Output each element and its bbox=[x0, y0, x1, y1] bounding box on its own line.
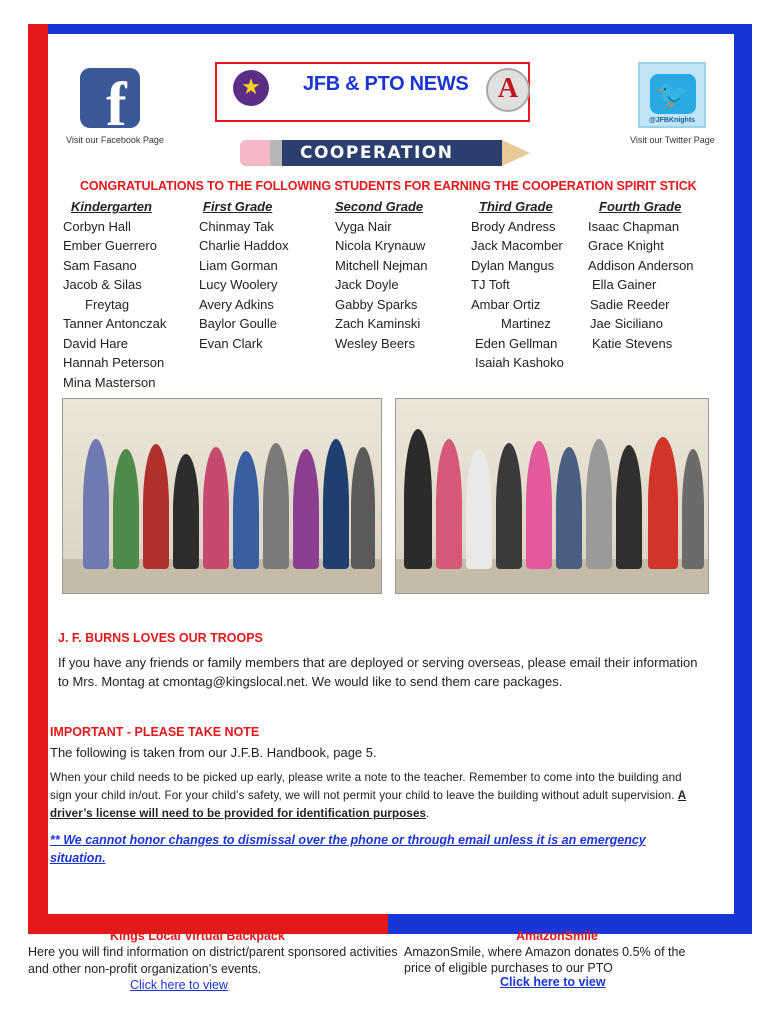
troops-heading: J. F. BURNS LOVES OUR TROOPS bbox=[58, 631, 263, 645]
student-name: Lucy Woolery bbox=[199, 277, 278, 292]
facebook-caption[interactable]: Visit our Facebook Page bbox=[66, 135, 164, 145]
student-name: Sam Fasano bbox=[63, 257, 137, 273]
student-name: Mina Masterson bbox=[63, 374, 156, 390]
student-name: TJ Toft bbox=[471, 277, 510, 292]
student-name: Jack Macomber bbox=[471, 238, 563, 253]
student-name: Avery Adkins bbox=[199, 296, 274, 312]
student-name: Mitchell Nejman bbox=[335, 257, 428, 273]
page-title: JFB & PTO NEWS bbox=[303, 73, 469, 95]
important-body bbox=[50, 769, 690, 823]
backpack-heading: Kings Local Virtual Backpack bbox=[110, 929, 285, 943]
student-name: Grace Knight bbox=[588, 238, 664, 253]
grade-column-second bbox=[335, 197, 427, 353]
student-name: Vyga Nair bbox=[335, 218, 392, 234]
facebook-icon[interactable]: f bbox=[80, 68, 140, 128]
student-name: Tanner Antonczak bbox=[63, 316, 167, 331]
important-body-end: . bbox=[426, 807, 430, 820]
student-name: Liam Gorman bbox=[199, 257, 278, 273]
important-body-text: When your child needs to be picked up early, please write a note to the teacher. Remember to come into the building and sign your child in/out. For your child’s safety, we will not permit your child to leave the building without adult supervision. bbox=[50, 771, 682, 802]
grade-column-third bbox=[471, 197, 564, 373]
grade-heading: Second Grade bbox=[335, 199, 424, 214]
amazon-link[interactable]: Click here to view bbox=[500, 975, 606, 989]
student-name: Gabby Sparks bbox=[335, 296, 418, 312]
student-name: Jacob & Silas bbox=[63, 277, 142, 292]
grade-heading: Fourth Grade bbox=[599, 199, 682, 214]
frame-blue-top-bar bbox=[48, 24, 738, 34]
backpack-link[interactable]: Click here to view bbox=[130, 978, 228, 992]
amazon-heading: AmazonSmile bbox=[516, 929, 598, 943]
student-name: Zach Kaminski bbox=[335, 316, 421, 331]
student-name: Sadie Reeder bbox=[590, 296, 670, 312]
student-name: Ella Gainer bbox=[592, 277, 657, 292]
frame-blue-right-bar bbox=[734, 24, 752, 934]
twitter-bird-icon: 🐦 bbox=[650, 74, 696, 114]
student-name: Katie Stevens bbox=[592, 335, 673, 351]
student-name: Ember Guerrero bbox=[63, 238, 157, 253]
frame-red-bar bbox=[28, 24, 48, 934]
twitter-handle: @JFBKnights bbox=[648, 117, 696, 124]
student-name: Dylan Mangus bbox=[471, 257, 555, 273]
student-name: David Hare bbox=[63, 335, 129, 351]
student-name: Hannah Peterson bbox=[63, 355, 165, 370]
award-badge-icon: A bbox=[486, 68, 530, 112]
twitter-icon[interactable] bbox=[638, 62, 706, 128]
grade-column-kindergarten bbox=[63, 197, 166, 392]
grade-heading: First Grade bbox=[203, 199, 273, 214]
student-name: Corbyn Hall bbox=[63, 218, 131, 234]
student-name: Jack Doyle bbox=[335, 277, 399, 292]
student-name: Jae Siciliano bbox=[590, 316, 663, 331]
student-name: Charlie Haddox bbox=[199, 238, 289, 253]
student-name: Baylor Goulle bbox=[199, 316, 278, 331]
grade-heading: Kindergarten bbox=[71, 199, 152, 214]
class-photo-left bbox=[62, 398, 382, 594]
student-name: Freytag bbox=[85, 296, 130, 312]
important-body-bold: A driver’s license will need to be provided for identification purposes bbox=[50, 789, 687, 820]
student-name: Eden Gellman bbox=[475, 335, 558, 351]
star-logo-icon: ★ bbox=[233, 70, 269, 106]
student-name: Ambar Ortiz bbox=[471, 296, 541, 312]
pencil-banner-word: COOPERATION bbox=[300, 143, 454, 163]
grade-column-first bbox=[199, 197, 289, 353]
student-name: Brody Andress bbox=[471, 218, 556, 234]
student-name: Evan Clark bbox=[199, 335, 263, 351]
grade-column-fourth bbox=[588, 197, 694, 353]
student-name: Nicola Krynauw bbox=[335, 238, 426, 253]
congrats-heading: CONGRATULATIONS TO THE FOLLOWING STUDENTS FOR EARNING THE COOPERATION SPIRIT STICK bbox=[80, 179, 697, 193]
important-heading: IMPORTANT - PLEASE TAKE NOTE bbox=[50, 725, 260, 739]
student-name: Isaac Chapman bbox=[588, 218, 680, 234]
dismissal-warning: ** We cannot honor changes to dismissal over the phone or through email unless it is an emergency situation. bbox=[50, 833, 646, 865]
student-name: Wesley Beers bbox=[335, 335, 415, 351]
class-photo-right bbox=[395, 398, 709, 594]
grade-heading: Third Grade bbox=[479, 199, 553, 214]
student-name: Addison Anderson bbox=[588, 257, 694, 273]
troops-body: If you have any friends or family members that are deployed or serving overseas, please email their information to Mrs. Montag at cmontag@kingslocal.net. We would like to send them care packages. bbox=[58, 655, 698, 689]
amazon-body: AmazonSmile, where Amazon donates 0.5% of the price of eligible purchases to our PTO bbox=[404, 945, 686, 975]
twitter-caption[interactable]: Visit our Twitter Page bbox=[630, 135, 715, 145]
student-name: Isaiah Kashoko bbox=[475, 355, 564, 370]
student-name: Chinmay Tak bbox=[199, 218, 274, 234]
important-intro: The following is taken from our J.F.B. Handbook, page 5. bbox=[50, 745, 377, 760]
student-name: Martinez bbox=[501, 316, 551, 331]
backpack-body: Here you will find information on district/parent sponsored activities and other non-profit organization’s events. bbox=[28, 945, 398, 976]
